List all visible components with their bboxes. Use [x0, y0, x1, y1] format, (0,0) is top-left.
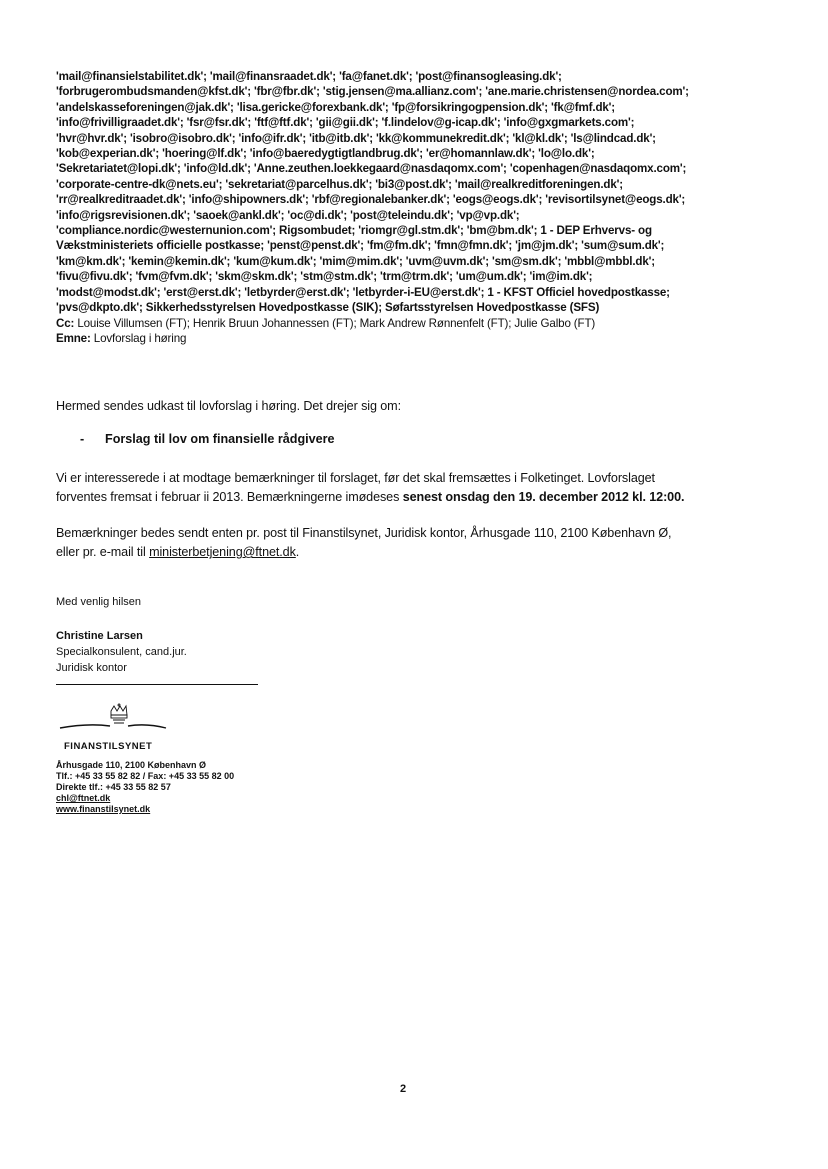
- recipient-line: 'andelskasseforeningen@jak.dk'; 'lisa.gericke@forexbank.dk'; 'fp@forsikringogpension.dk'; 'fk@fmf.dk';: [56, 100, 616, 114]
- contact-email-link[interactable]: chl@ftnet.dk: [56, 793, 111, 803]
- closing-greeting: Med venlig hilsen: [56, 596, 141, 608]
- recipient-line: 'rr@realkreditraadet.dk'; 'info@shipowners.dk'; 'rbf@regionalebanker.dk'; 'eogs@eogs.dk'; 'revisortilsynet@eogs.dk';: [56, 193, 686, 207]
- subject-line: [56, 331, 756, 346]
- submission-paragraph: [56, 524, 756, 562]
- deadline-text: senest onsdag den 19. december 2012 kl. 12:00.: [402, 490, 685, 504]
- paragraph-line: Bemærkninger bedes sendt enten pr. post til Finanstilsynet, Juridisk kontor, Århusgade 110, 2100 København Ø,: [56, 526, 672, 540]
- bullet-item: Forslag til lov om finansielle rådgivere: [105, 432, 335, 446]
- subject-value: Lovforslag i høring: [93, 331, 187, 345]
- cc-line: [56, 316, 756, 331]
- recipient-line: 'modst@modst.dk'; 'erst@erst.dk'; 'letbyrder@erst.dk'; 'letbyrder-i-EU@erst.dk'; 1 - KFST Officiel hovedpostkasse;: [56, 285, 670, 299]
- recipient-line: 'kob@experian.dk'; 'hoering@lf.dk'; 'info@baeredygtigtlandbrug.dk'; 'er@homannlaw.dk'; 'lo@lo.dk';: [56, 147, 595, 161]
- recipient-line: 'corporate-centre-dk@nets.eu'; 'sekretariat@parcelhus.dk'; 'bi3@post.dk'; 'mail@realkreditforeningen.dk';: [56, 177, 623, 191]
- recipient-line: 'Sekretariatet@lopi.dk'; 'info@ld.dk'; 'Anne.zeuthen.loekkegaard@nasdaqomx.com'; 'copenhagen@nasdaqomx.com';: [56, 162, 687, 176]
- signature-name: Christine Larsen: [56, 630, 143, 642]
- crown-logo-icon: [58, 703, 168, 739]
- signature-title: Specialkonsulent, cand.jur.: [56, 646, 187, 658]
- contact-direct-phone: Direkte tlf.: +45 33 55 82 57: [56, 782, 171, 792]
- contact-phone: Tlf.: +45 33 55 82 82 / Fax: +45 33 55 82 00: [56, 771, 235, 781]
- cc-value: Louise Villumsen (FT); Henrik Bruun Johannessen (FT); Mark Andrew Rønnenfelt (FT); Julie Galbo (FT): [77, 316, 596, 330]
- website-link[interactable]: www.finanstilsynet.dk: [56, 804, 151, 814]
- subject-label: Emne:: [56, 331, 91, 345]
- signature-department: Juridisk kontor: [56, 662, 127, 674]
- recipient-line: 'info@frivilligraadet.dk'; 'fsr@fsr.dk'; 'ftf@ftf.dk'; 'gii@gii.dk'; 'f.lindelov@g-icap.dk'; 'info@gxgmarkets.com';: [56, 116, 635, 130]
- intro-paragraph: Hermed sendes udkast til lovforslag i høring. Det drejer sig om:: [56, 399, 401, 413]
- bullet-marker: -: [80, 432, 85, 446]
- paragraph-line: Vi er interesserede i at modtage bemærkninger til forslaget, før det skal fremsættes i Folketinget. Lovforslaget: [56, 471, 655, 485]
- paragraph-line: [56, 488, 756, 507]
- paragraph-line: [56, 543, 756, 562]
- cc-label: Cc:: [56, 316, 75, 330]
- recipient-line: 'compliance.nordic@westernunion.com'; Rigsombudet; 'riomgr@gl.stm.dk'; 'bm@bm.dk'; 1 - DEP Erhvervs- og: [56, 224, 652, 238]
- paragraph-text: eller pr. e-mail til: [56, 545, 150, 559]
- paragraph-text: forventes fremsat i februar ii 2013. Bemærkningerne imødeses: [56, 490, 403, 504]
- recipient-line: 'hvr@hvr.dk'; 'isobro@isobro.dk'; 'info@ifr.dk'; 'itb@itb.dk'; 'kk@kommunekredit.dk'; 'kl@kl.dk'; 'ls@lindcad.dk';: [56, 131, 656, 145]
- signature-divider: [56, 684, 258, 685]
- consultation-paragraph: [56, 469, 756, 507]
- ministerbetjening-email-link[interactable]: ministerbetjening@ftnet.dk: [149, 545, 296, 559]
- recipient-line: 'forbrugerombudsmanden@kfst.dk'; 'fbr@fbr.dk'; 'stig.jensen@ma.allianz.com'; 'ane.marie.christensen@nordea.com';: [56, 85, 689, 99]
- page-number: 2: [400, 1083, 407, 1095]
- contact-address: Århusgade 110, 2100 København Ø: [56, 760, 207, 770]
- recipient-line: 'km@km.dk'; 'kemin@kemin.dk'; 'kum@kum.dk'; 'mim@mim.dk'; 'uvm@uvm.dk'; 'sm@sm.dk'; 'mbbl@mbbl.dk';: [56, 254, 655, 268]
- email-recipients-header: [56, 69, 756, 346]
- recipient-line: 'info@rigsrevisionen.dk'; 'saoek@ankl.dk'; 'oc@di.dk'; 'post@teleindu.dk'; 'vp@vp.dk';: [56, 208, 520, 222]
- contact-block: [56, 760, 234, 815]
- recipient-line: Vækstministeriets officielle postkasse; 'penst@penst.dk'; 'fm@fm.dk'; 'fmn@fmn.dk'; 'jm@jm.dk'; 'sum@sum.dk';: [56, 239, 665, 253]
- recipient-line: 'fivu@fivu.dk'; 'fvm@fvm.dk'; 'skm@skm.dk'; 'stm@stm.dk'; 'trm@trm.dk'; 'um@um.dk'; 'im@im.dk';: [56, 270, 593, 284]
- recipient-line: 'mail@finansielstabilitet.dk'; 'mail@finansraadet.dk'; 'fa@fanet.dk'; 'post@finansogleasing.dk';: [56, 70, 562, 83]
- logo-wordmark: FINANSTILSYNET: [64, 741, 153, 752]
- recipient-line: 'pvs@dkpto.dk'; Sikkerhedsstyrelsen Hovedpostkasse (SIK); Søfartsstyrelsen Hovedpostkasse (SFS): [56, 301, 600, 315]
- paragraph-end: .: [295, 545, 300, 559]
